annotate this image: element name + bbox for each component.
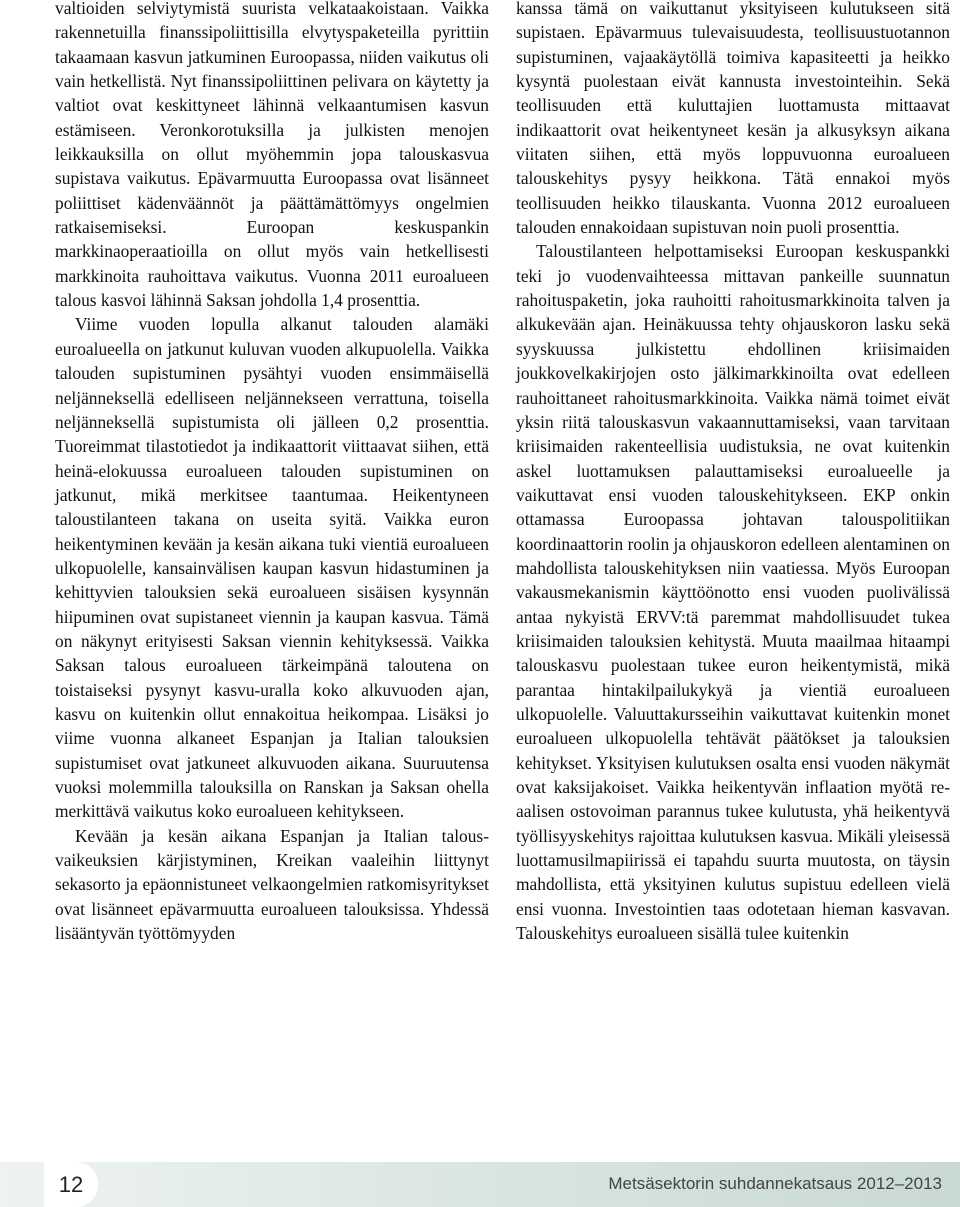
paragraph: valtioiden selviytymistä suurista velkataakoistaan. Vaikka rakennetuilla finanssipoliittisilla elvytyspaketeilla pyrittiin takaamaan kasvun jatkuminen Euroopassa, niiden vaikutus oli vain hetkellistä. Nyt finanssipoliittinen pelivara on käytetty ja valtiot ovat keskittyneet lähinnä velkaantumisen kasvun estämiseen. Veronkorotuksilla ja julkisten menojen leikkauksilla on ollut myöhemmin jopa talouskasvua supistava vaikutus. Epävarmuutta Euroopassa ovat lisänneet poliittiset kädenväännöt ja päättämättömyys ongelmien ratkaisemiseksi. Euroopan keskuspankin markkinaoperaatioilla on ollut myös vain hetkellisesti markkinoita rauhoittava vaikutus. Vuonna 2011 euroalueen talous kasvoi lähinnä Saksan johdolla 1,4 prosenttia.	[55, 0, 489, 311]
paragraph: Taloustilanteen helpottamiseksi Euroopan keskuspankki teki jo vuodenvaihteessa mittavan pankeille suunnatun rahoituspaketin, joka rauhoitti rahoitusmarkkinoita talven ja alkukevään ajan. Heinäkuussa tehty ohjauskoron lasku sekä syyskuussa julkistettu ehdollinen kriisimaiden joukkovelkakirjojen osto jälkimarkkinoilta ovat edelleen rauhoittaneet rahoitusmarkkinoita. Vaikka nämä toimet eivät yksin riitä talouskasvun vakaannuttamiseksi, vaan tarvitaan kriisimaiden rakenteellisia uudistuksia, ne ovat kuitenkin askel luottamuksen palauttamiseksi euroalueelle ja vaikuttavat ensi vuoden talouskehitykseen. EKP onkin ottamassa Euroopassa johtavan talouspolitiikan koordinaattorin roolin ja ohjauskoron edelleen alentaminen on mahdollista talouskehityksen niin vaatiessa. Myös Euroopan vakausmekanismin käyttöönotto ensi vuoden puolivälissä antaa nykyistä ERVV:tä paremmat mahdollisuudet tukea kriisimaiden talouksien kehitystä. Muuta maailmaa hitaampi talouskasvu puolestaan tukee euron heikentymistä, mikä parantaa hintakilpailukykyä ja vientiä euroalueen ulkopuolelle. Valuuttakursseihin vaikuttavat kuitenkin monet euroalueen ulkopuolella tehtävät päätökset ja talouksien kehitykset. Yksityisen kulutuksen osalta ensi vuoden näkymät ovat kaksijakoiset. Vaikka heikentyvän inflaation myötä reaalisen ostovoiman parannus tukee kulutusta, yhä heikentyvä työllisyyskehitys rajoittaa kulutuksen kasvua. Mikäli yleisessä luottamusilmapiirissä ei tapahdu suurta muutosta, on täysin mahdollista, että yksityinen kulutus supistuu edelleen vielä ensi vuonna. Investointien taas odotetaan hieman kasvavan. Talouskehitys euroalueen sisällä tulee kuitenkin	[516, 241, 950, 944]
page-footer	[0, 1162, 960, 1207]
paragraph: Kevään ja kesän aikana Espanjan ja Italian talousvaikeuksien kärjistyminen, Kreikan vaaleihin liittynyt sekasorto ja epäonnistuneet velkaongelmien ratkomisyritykset ovat lisänneet epävarmuutta euroalueen talouksissa. Yhdessä lisääntyvän työttömyyden	[55, 825, 489, 944]
right-text-column	[516, 0, 950, 945]
publication-title: Metsäsektorin suhdannekatsaus 2012–2013	[608, 1174, 942, 1193]
page-number: 12	[44, 1162, 98, 1207]
left-text-column	[55, 0, 489, 945]
paragraph: kanssa tämä on vaikuttanut yksityiseen kulutukseen sitä supistaen. Epävarmuus tulevaisuudesta, teollisuustuotannon supistuminen, vajaakäytöllä toimiva kapasiteetti ja heikko kysyntä puolestaan eivät kannusta investointeihin. Sekä teollisuuden että kuluttajien luottamusta mittaavat indikaattorit ovat heikentyneet kesän ja alkusyksyn aikana viitaten siihen, että myös loppuvuonna euroalueen talouskehitys pysyy heikkona. Tätä ennakoi myös teollisuuden heikko tilauskanta. Vuonna 2012 euroalueen talouden ennakoidaan supistuvan noin puoli prosenttia.	[516, 0, 950, 238]
paragraph: Viime vuoden lopulla alkanut talouden alamäki euroalueella on jatkunut kuluvan vuoden alkupuolella. Vaikka talouden supistuminen pysähtyi vuoden ensimmäisellä neljänneksellä edelliseen neljännekseen verrattuna, toisella neljänneksellä supistumista oli jälleen 0,2 prosenttia. Tuoreimmat tilastotiedot ja indikaattorit viittaavat siihen, että heinä-elokuussa euroalueen talouden supistuminen on jatkunut, mikä merkitsee taantumaa. Heikentyneen taloustilanteen takana on useita syitä. Vaikka euron heikentyminen kevään ja kesän aikana tuki vientiä euroalueen ulkopuolelle, kansainvälisen kaupan kasvun hidastuminen ja kehittyvien talouksien sekä euroalueen sisäisen kysynnän hiipuminen ovat supistaneet viennin ja kaupan kasvua. Tämä on näkynyt erityisesti Saksan viennin kehityksessä. Vaikka Saksan talous euroalueen tärkeimpänä taloutena on toistaiseksi pysynyt kasvu-uralla koko alkuvuoden ajan, kasvu on kuitenkin ollut ennakoitua heikompaa. Lisäksi jo viime vuonna alkaneet Espanjan ja Italian talouksien supistumiset ovat jatkuneet alkuvuoden aikana. Suuruutensa vuoksi molemmilla talouksilla on Ranskan ja Saksan ohella merkittävä vaikutus koko euroalueen kehitykseen.	[55, 314, 489, 822]
